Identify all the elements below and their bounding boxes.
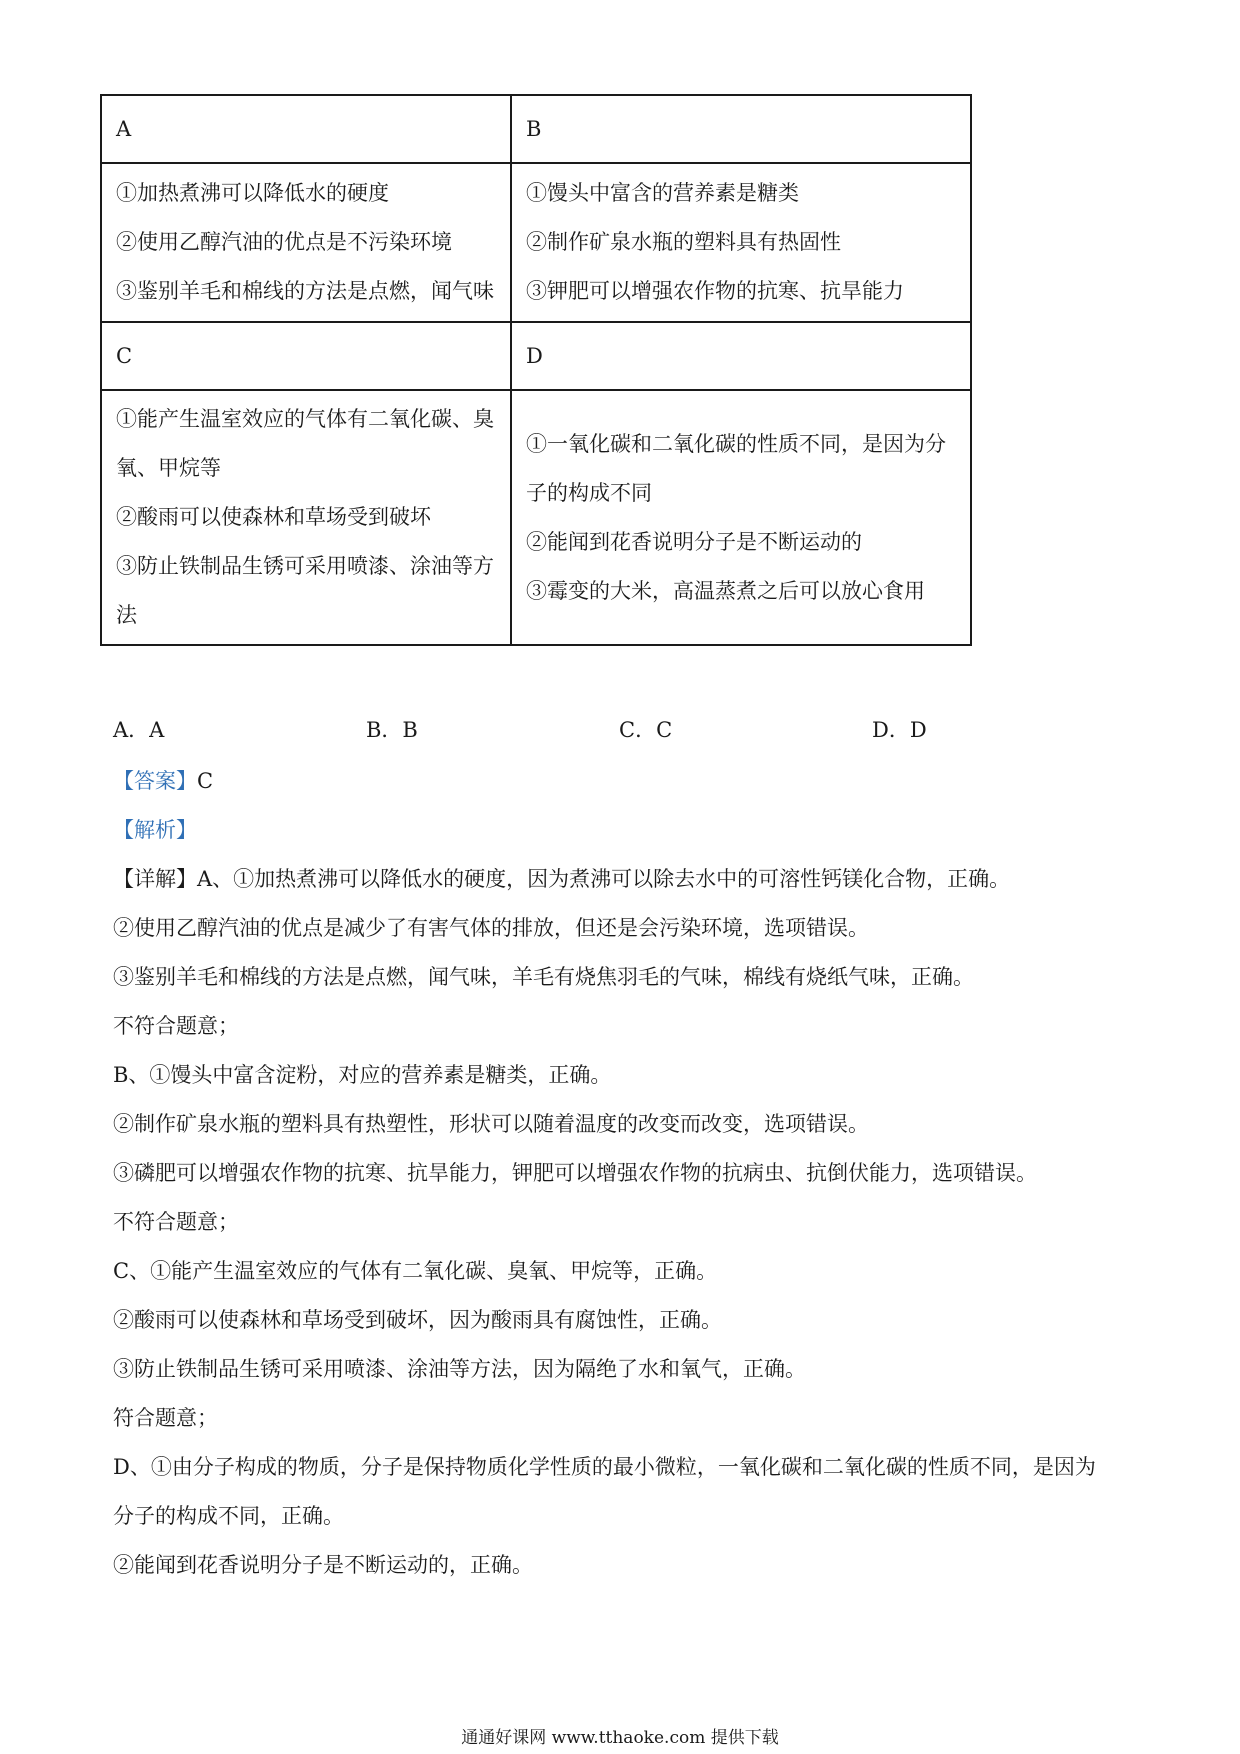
explanation-line: 不符合题意； (113, 1210, 239, 1234)
explanation-line: ②使用乙醇汽油的优点是减少了有害气体的排放，但还是会污染环境，选项错误。 (113, 916, 869, 940)
cell-a-line-1: ①加热煮沸可以降低水的硬度 (116, 181, 389, 205)
cell-d-line-2: 子的构成不同 (526, 480, 652, 505)
answer-value: C (197, 769, 214, 793)
explanation-body (113, 855, 1133, 1590)
cell-b-line-3: ③钾肥可以增强农作物的抗寒、抗旱能力 (526, 279, 904, 303)
analysis-heading (113, 806, 1133, 855)
option-a: A．A (113, 718, 165, 742)
answer-tag: 【答案】 (113, 769, 197, 793)
cell-a-line-2: ②使用乙醇汽油的优点是不污染环境 (116, 230, 452, 254)
explanation-line: ②能闻到花香说明分子是不断运动的，正确。 (113, 1553, 533, 1577)
header-a: A (101, 95, 511, 163)
explanation-line: 不符合题意； (113, 1014, 239, 1038)
explanation-line: ③磷肥可以增强农作物的抗寒、抗旱能力，钾肥可以增强农作物的抗病虫、抗倒伏能力，选项错误。 (113, 1161, 1037, 1185)
cell-a-line-3: ③鉴别羊毛和棉线的方法是点燃，闻气味 (116, 279, 494, 303)
cell-b-line-2: ②制作矿泉水瓶的塑料具有热固性 (526, 230, 841, 254)
cell-c-line-3: ②酸雨可以使森林和草场受到破坏 (116, 505, 431, 529)
analysis-tag: 【解析】 (113, 818, 197, 842)
cell-d-line-4: ③霉变的大米，高温蒸煮之后可以放心食用 (526, 578, 925, 603)
explanation-line: B、①馒头中富含淀粉，对应的营养素是糖类，正确。 (113, 1063, 612, 1087)
page-footer: 通通好课网 www.tthaoke.com 提供下载 (461, 1728, 779, 1748)
answer-line (113, 757, 1133, 806)
explanation-line: D、①由分子构成的物质，分子是保持物质化学性质的最小微粒，一氧化碳和二氧化碳的性质不同，是因为 (113, 1455, 1096, 1479)
question-table (100, 94, 972, 646)
cell-c-line-4: ③防止铁制品生锈可采用喷漆、涂油等方 (116, 554, 494, 578)
option-d: D．D (872, 718, 927, 742)
cell-b (511, 163, 971, 322)
explanation-line: ②酸雨可以使森林和草场受到破坏，因为酸雨具有腐蚀性，正确。 (113, 1308, 722, 1332)
explanation-line: C、①能产生温室效应的气体有二氧化碳、臭氧、甲烷等，正确。 (113, 1259, 718, 1283)
cell-c-line-2: 氧、甲烷等 (116, 456, 221, 480)
header-c: C (101, 322, 511, 390)
explanation-line: 【详解】A、①加热煮沸可以降低水的硬度，因为煮沸可以除去水中的可溶性钙镁化合物，正确。 (113, 867, 1011, 891)
option-c: C．C (619, 718, 673, 742)
cell-c (101, 390, 511, 645)
explanation-line: 符合题意； (113, 1406, 218, 1430)
cell-d-line-1: ①一氧化碳和二氧化碳的性质不同，是因为分 (526, 431, 946, 456)
cell-c-line-5: 法 (116, 603, 137, 627)
explanation-line: ③鉴别羊毛和棉线的方法是点燃，闻气味，羊毛有烧焦羽毛的气味，棉线有烧纸气味，正确。 (113, 965, 974, 989)
cell-b-line-1: ①馒头中富含的营养素是糖类 (526, 181, 799, 205)
explanation-line: 分子的构成不同，正确。 (113, 1504, 344, 1528)
cell-c-line-1: ①能产生温室效应的气体有二氧化碳、臭 (116, 407, 494, 431)
header-b: B (511, 95, 971, 163)
cell-d (511, 390, 971, 645)
cell-a (101, 163, 511, 322)
option-b: B．B (366, 718, 418, 742)
explanation-line: ③防止铁制品生锈可采用喷漆、涂油等方法，因为隔绝了水和氧气，正确。 (113, 1357, 806, 1381)
header-d: D (511, 322, 971, 390)
explanation-line: ②制作矿泉水瓶的塑料具有热塑性，形状可以随着温度的改变而改变，选项错误。 (113, 1112, 869, 1136)
cell-d-line-3: ②能闻到花香说明分子是不断运动的 (526, 529, 862, 554)
